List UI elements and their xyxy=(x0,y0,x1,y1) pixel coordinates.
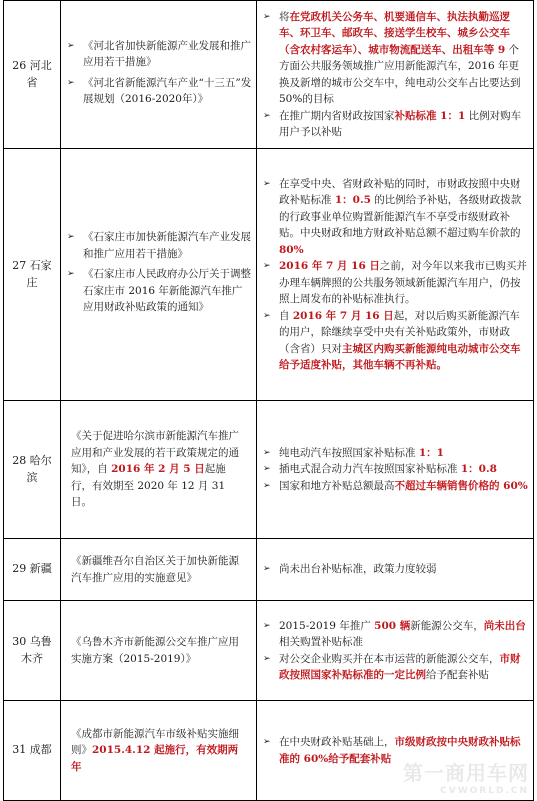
arrow-bullet-icon: ➢ xyxy=(263,464,271,475)
policy-title: 《河北省加快新能源产业发展和推广应用若干措施》 xyxy=(83,39,251,68)
policy-text xyxy=(65,726,252,776)
region-cell: 27 石家庄 xyxy=(4,149,61,401)
watermark-sub: CVWORLD.CN xyxy=(440,786,529,796)
text-run: 在推广期内省财政按国家 xyxy=(279,109,395,122)
highlighted-text: 不超过车辆销售价格的 60% xyxy=(394,479,528,492)
policy-cell xyxy=(61,701,257,801)
policy-item xyxy=(65,229,252,262)
region-cell: 26 河北省 xyxy=(4,1,61,149)
subsidy-detail-cell xyxy=(257,539,534,601)
text-run: 纯电动汽车按照国家补贴标准 xyxy=(279,446,419,459)
highlighted-text: 尚未出台 xyxy=(483,619,526,632)
text-run: 在享受中央、省财政补贴的同时，市财政按照中央财政补贴标准 xyxy=(279,177,521,206)
policy-cell xyxy=(61,1,257,149)
text-run: 《乌鲁木齐市新能源公交车推广应用实施方案（2015-2019）》 xyxy=(71,636,239,665)
region-cell: 30 乌鲁木齐 xyxy=(4,601,61,701)
text-run: 相关购置补贴标准 xyxy=(279,636,363,648)
highlighted-text: 2016 年 7 月 16 日 xyxy=(292,309,394,322)
policy-item xyxy=(65,75,252,108)
highlighted-text: 市财政按照国家补贴标准的一定比例 xyxy=(279,652,521,681)
text-run: 对公交企业购买并在本市运营的新能源公交车， xyxy=(279,652,500,665)
text-run: 尚未出台补贴标准，政策力度较弱 xyxy=(279,563,437,576)
region-cell: 31 成都 xyxy=(4,701,61,801)
text-run: 之前，对今年以来我市已购买并办理车辆牌照的公共服务领域新能源汽车用户，仍按照上周发布的补贴标准执行。 xyxy=(279,260,527,305)
highlighted-text: 1：1 xyxy=(418,446,444,459)
text-run: 在中央财政补贴基础上， xyxy=(279,736,395,748)
text-run: 个方面公共服务领域推广应用新能源汽车，2016 年更换及新增的城市公交车中，纯电动公交车占比要达到 50%的目标 xyxy=(279,43,521,105)
text-run: 起，对以后购买新能源汽车的用户，除继续享受中央有关补贴政策外，市财政（含省）只对 xyxy=(279,309,520,355)
text-run: 的比例给予补贴，各级财政拨款的行政事业单位购置新能源汽车不享受市级财政补贴。中央财政和地方财政补贴总额不超过购车价款的 xyxy=(279,194,522,239)
policy-item xyxy=(65,38,252,71)
table-row xyxy=(4,149,534,401)
table-row xyxy=(4,539,534,601)
policy-cell xyxy=(61,149,257,401)
detail-item xyxy=(261,308,529,374)
table-row xyxy=(4,401,534,539)
region-cell: 29 新疆 xyxy=(4,539,61,601)
detail-item xyxy=(261,176,529,259)
policy-cell xyxy=(61,539,257,601)
detail-item xyxy=(261,258,529,308)
arrow-bullet-icon: ➢ xyxy=(263,480,271,491)
policy-title: 《河北省新能源汽车产业“十三五”发展规划（2016-2020年）》 xyxy=(83,76,252,105)
policy-item xyxy=(65,266,252,316)
text-run: 《成都市新能源汽车市级补贴实施细则》 xyxy=(71,727,239,757)
highlighted-text: 1：0.8 xyxy=(460,463,497,476)
arrow-bullet-icon: ➢ xyxy=(67,77,75,88)
watermark-logo xyxy=(403,757,529,796)
table-row xyxy=(4,1,534,149)
highlighted-text: 80% xyxy=(279,243,304,256)
arrow-bullet-icon: ➢ xyxy=(263,261,271,271)
text-run: 国家和地方补贴总额最高 xyxy=(279,479,395,492)
detail-item xyxy=(261,445,529,462)
text-run: 将 xyxy=(279,10,290,23)
arrow-bullet-icon: ➢ xyxy=(263,11,271,22)
detail-item xyxy=(261,618,529,651)
subsidy-detail-cell xyxy=(257,601,534,701)
text-run: 《新疆维吾尔自治区关于加快新能源汽车推广应用的实施意见》 xyxy=(71,555,239,584)
highlighted-text: 补贴标准 1：1 xyxy=(394,109,466,122)
highlighted-text: 市级财政按中央财政补贴标准的 60%给予配套补贴 xyxy=(279,736,521,765)
highlighted-text: 2016 年 7 月 16 日 xyxy=(279,260,380,272)
arrow-bullet-icon: ➢ xyxy=(263,653,271,664)
region-cell: 28 哈尔滨 xyxy=(4,401,61,539)
arrow-bullet-icon: ➢ xyxy=(263,110,271,121)
text-run: 比例对购车用户予以补贴 xyxy=(279,109,522,138)
text-run: 给予配套补贴 xyxy=(426,669,489,681)
highlighted-text: 主城区内购买新能源纯电动城市公交车给予适度补贴，其他车辆不再补贴。 xyxy=(279,342,521,371)
text-run: 起施行，有效期至 2020 年 12 月 31 日。 xyxy=(71,463,226,509)
policy-title: 《石家庄市加快新能源汽车产业发展和推广应用若干措施》 xyxy=(83,231,251,260)
detail-item xyxy=(261,9,529,108)
text-run: 新能源公交车， xyxy=(410,619,484,632)
arrow-bullet-icon: ➢ xyxy=(67,232,75,243)
subsidy-detail-cell xyxy=(257,401,534,539)
arrow-bullet-icon: ➢ xyxy=(263,178,271,189)
policy-text xyxy=(65,634,252,667)
arrow-bullet-icon: ➢ xyxy=(263,310,271,321)
watermark-text: 第一商用车网 xyxy=(403,761,529,785)
arrow-bullet-icon: ➢ xyxy=(263,737,271,747)
policy-text xyxy=(65,553,252,586)
detail-item xyxy=(261,651,529,684)
detail-item xyxy=(261,461,529,478)
text-run: 插电式混合动力汽车按照国家补贴标准 xyxy=(279,463,461,476)
arrow-bullet-icon: ➢ xyxy=(67,269,75,280)
table-row xyxy=(4,601,534,701)
policy-cell xyxy=(61,601,257,701)
policy-cell xyxy=(61,401,257,539)
highlighted-text: 1：0.5 xyxy=(334,194,371,206)
detail-item xyxy=(261,478,529,495)
text-run: 2015-2019 年推广 xyxy=(279,619,375,632)
arrow-bullet-icon: ➢ xyxy=(67,40,75,51)
arrow-bullet-icon: ➢ xyxy=(263,564,271,575)
detail-item xyxy=(261,561,529,578)
subsidy-detail-cell xyxy=(257,1,534,149)
arrow-bullet-icon: ➢ xyxy=(263,447,271,458)
policy-text xyxy=(65,428,252,511)
policy-title: 《石家庄市人民政府办公厅关于调整石家庄市 2016 年新能源汽车推广应用财政补贴政策的通知》 xyxy=(83,268,251,314)
highlighted-text: 500 辆 xyxy=(374,619,411,632)
detail-item xyxy=(261,108,529,141)
highlighted-text: 2016 年 2 月 5 日 xyxy=(111,463,205,476)
subsidy-detail-cell xyxy=(257,149,534,401)
arrow-bullet-icon: ➢ xyxy=(263,620,271,631)
highlighted-text: 2015.4.12 起施行，有效期两年 xyxy=(71,744,239,773)
text-run: 《关于促进哈尔滨市新能源汽车推广应用和产业发展的若干政策规定的通知》，自 xyxy=(71,430,239,476)
text-run: 自 xyxy=(279,309,293,322)
highlighted-text: 在党政机关公务车、机要通信车、执法执勤巡逻车、环卫车、邮政车、接送学生校车、城乡公交车（含农村客运车）、城市物流配送车、出租车等 9 xyxy=(279,10,510,56)
policy-table xyxy=(3,0,534,801)
